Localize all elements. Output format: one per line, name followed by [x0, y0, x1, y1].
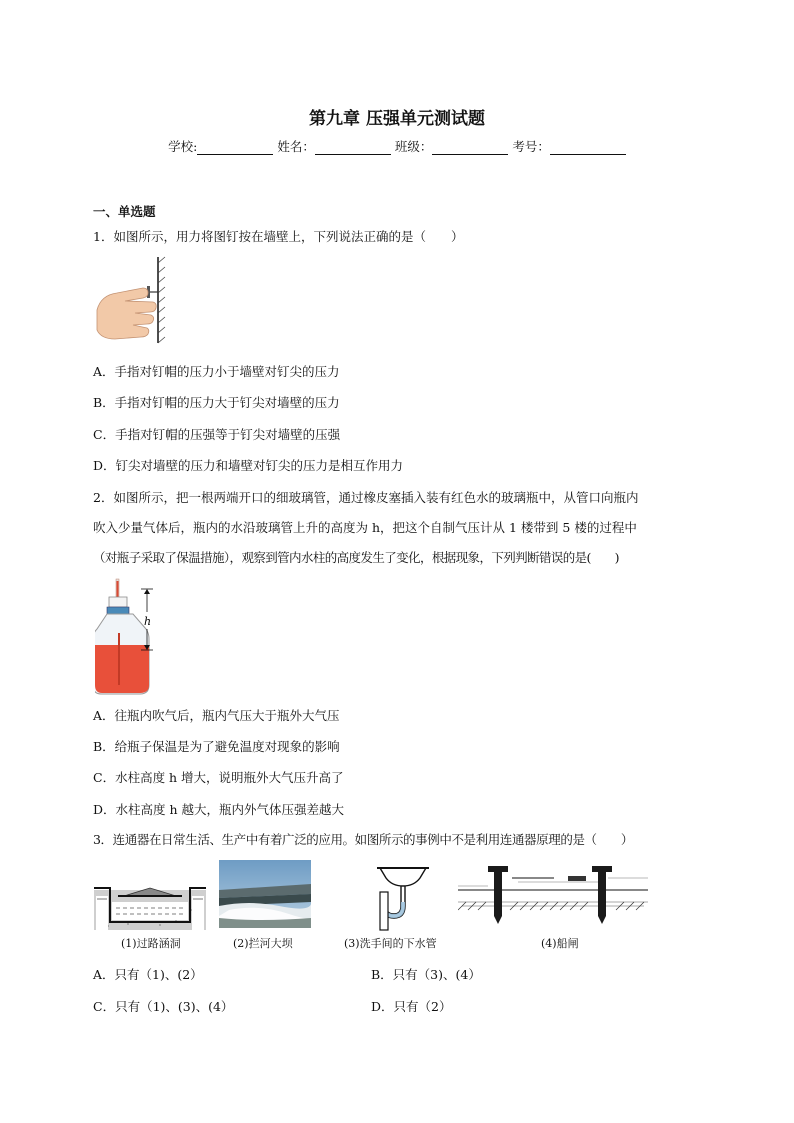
q2-stem-line-3: （对瓶子采取了保温措施），观察到管内水柱的高度发生了变化，根据现象，下列判断错误的是( )	[93, 550, 619, 565]
q2-option-d: D．水柱高度 h 越大，瓶内外气体压强差越大	[93, 802, 345, 817]
class-label: 班级：	[394, 139, 433, 154]
q1-stem: 1．如图所示，用力将图钉按在墙壁上，下列说法正确的是（ ）	[93, 229, 464, 244]
name-label: 姓名：	[277, 139, 315, 154]
caption-ship-lock: (4)船闸	[541, 937, 579, 950]
page-title: 第九章 压强单元测试题	[309, 109, 485, 129]
q2-option-a: A．往瓶内吹气后，瓶内气压大于瓶外大气压	[93, 708, 340, 723]
q1-option-b: B．手指对钉帽的压力大于钉尖对墙壁的压力	[93, 395, 340, 410]
caption-dam: (2)拦河大坝	[233, 937, 293, 950]
q1-option-d: D．钉尖对墙壁的压力和墙壁对钉尖的压力是相互作用力	[93, 458, 404, 473]
number-label: 考号：	[512, 139, 550, 154]
thumbtack-figure	[95, 255, 170, 345]
school-blank	[197, 141, 273, 155]
number-blank	[550, 141, 626, 155]
class-blank	[432, 141, 508, 155]
q1-option-a: A．手指对钉帽的压力小于墙壁对钉尖的压力	[93, 364, 340, 379]
caption-sink: (3)洗手间的下水管	[344, 937, 437, 950]
sink-drain-figure	[372, 862, 434, 932]
q3-option-a: A．只有（1)、(2）	[93, 967, 203, 982]
q3-option-c: C．只有（1)、(3)、(4）	[93, 999, 234, 1014]
q2-stem-line-2: 吹入少量气体后，瓶内的水沿玻璃管上升的高度为 h，把这个自制气压计从 1 楼带到 5 楼的过程中	[93, 520, 637, 535]
height-label-h: h	[144, 615, 152, 628]
q2-stem-line-1: 2．如图所示，把一根两端开口的细玻璃管，通过橡皮塞插入装有红色水的玻璃瓶中，从管口向瓶内	[93, 490, 639, 505]
dam-photo-figure	[219, 860, 311, 928]
q2-option-c: C．水柱高度 h 增大，说明瓶外大气压升高了	[93, 770, 344, 785]
barometer-bottle-figure	[95, 577, 165, 697]
culvert-figure	[94, 866, 206, 931]
q3-option-d: D．只有（2）	[371, 999, 452, 1014]
student-info-line	[0, 137, 794, 155]
caption-culvert: (1)过路涵洞	[121, 937, 181, 950]
ship-lock-figure	[458, 858, 648, 924]
q1-option-c: C．手指对钉帽的压强等于钉尖对墙壁的压强	[93, 427, 341, 442]
school-label: 学校:	[168, 139, 198, 154]
q2-option-b: B．给瓶子保温是为了避免温度对现象的影响	[93, 739, 340, 754]
section-title: 一、单选题	[93, 204, 156, 219]
q3-option-b: B．只有（3)、(4）	[371, 967, 481, 982]
name-blank	[315, 141, 391, 155]
q3-stem: 3．连通器在日常生活、生产中有着广泛的应用。如图所示的事例中不是利用连通器原理的是（ ）	[93, 832, 633, 847]
